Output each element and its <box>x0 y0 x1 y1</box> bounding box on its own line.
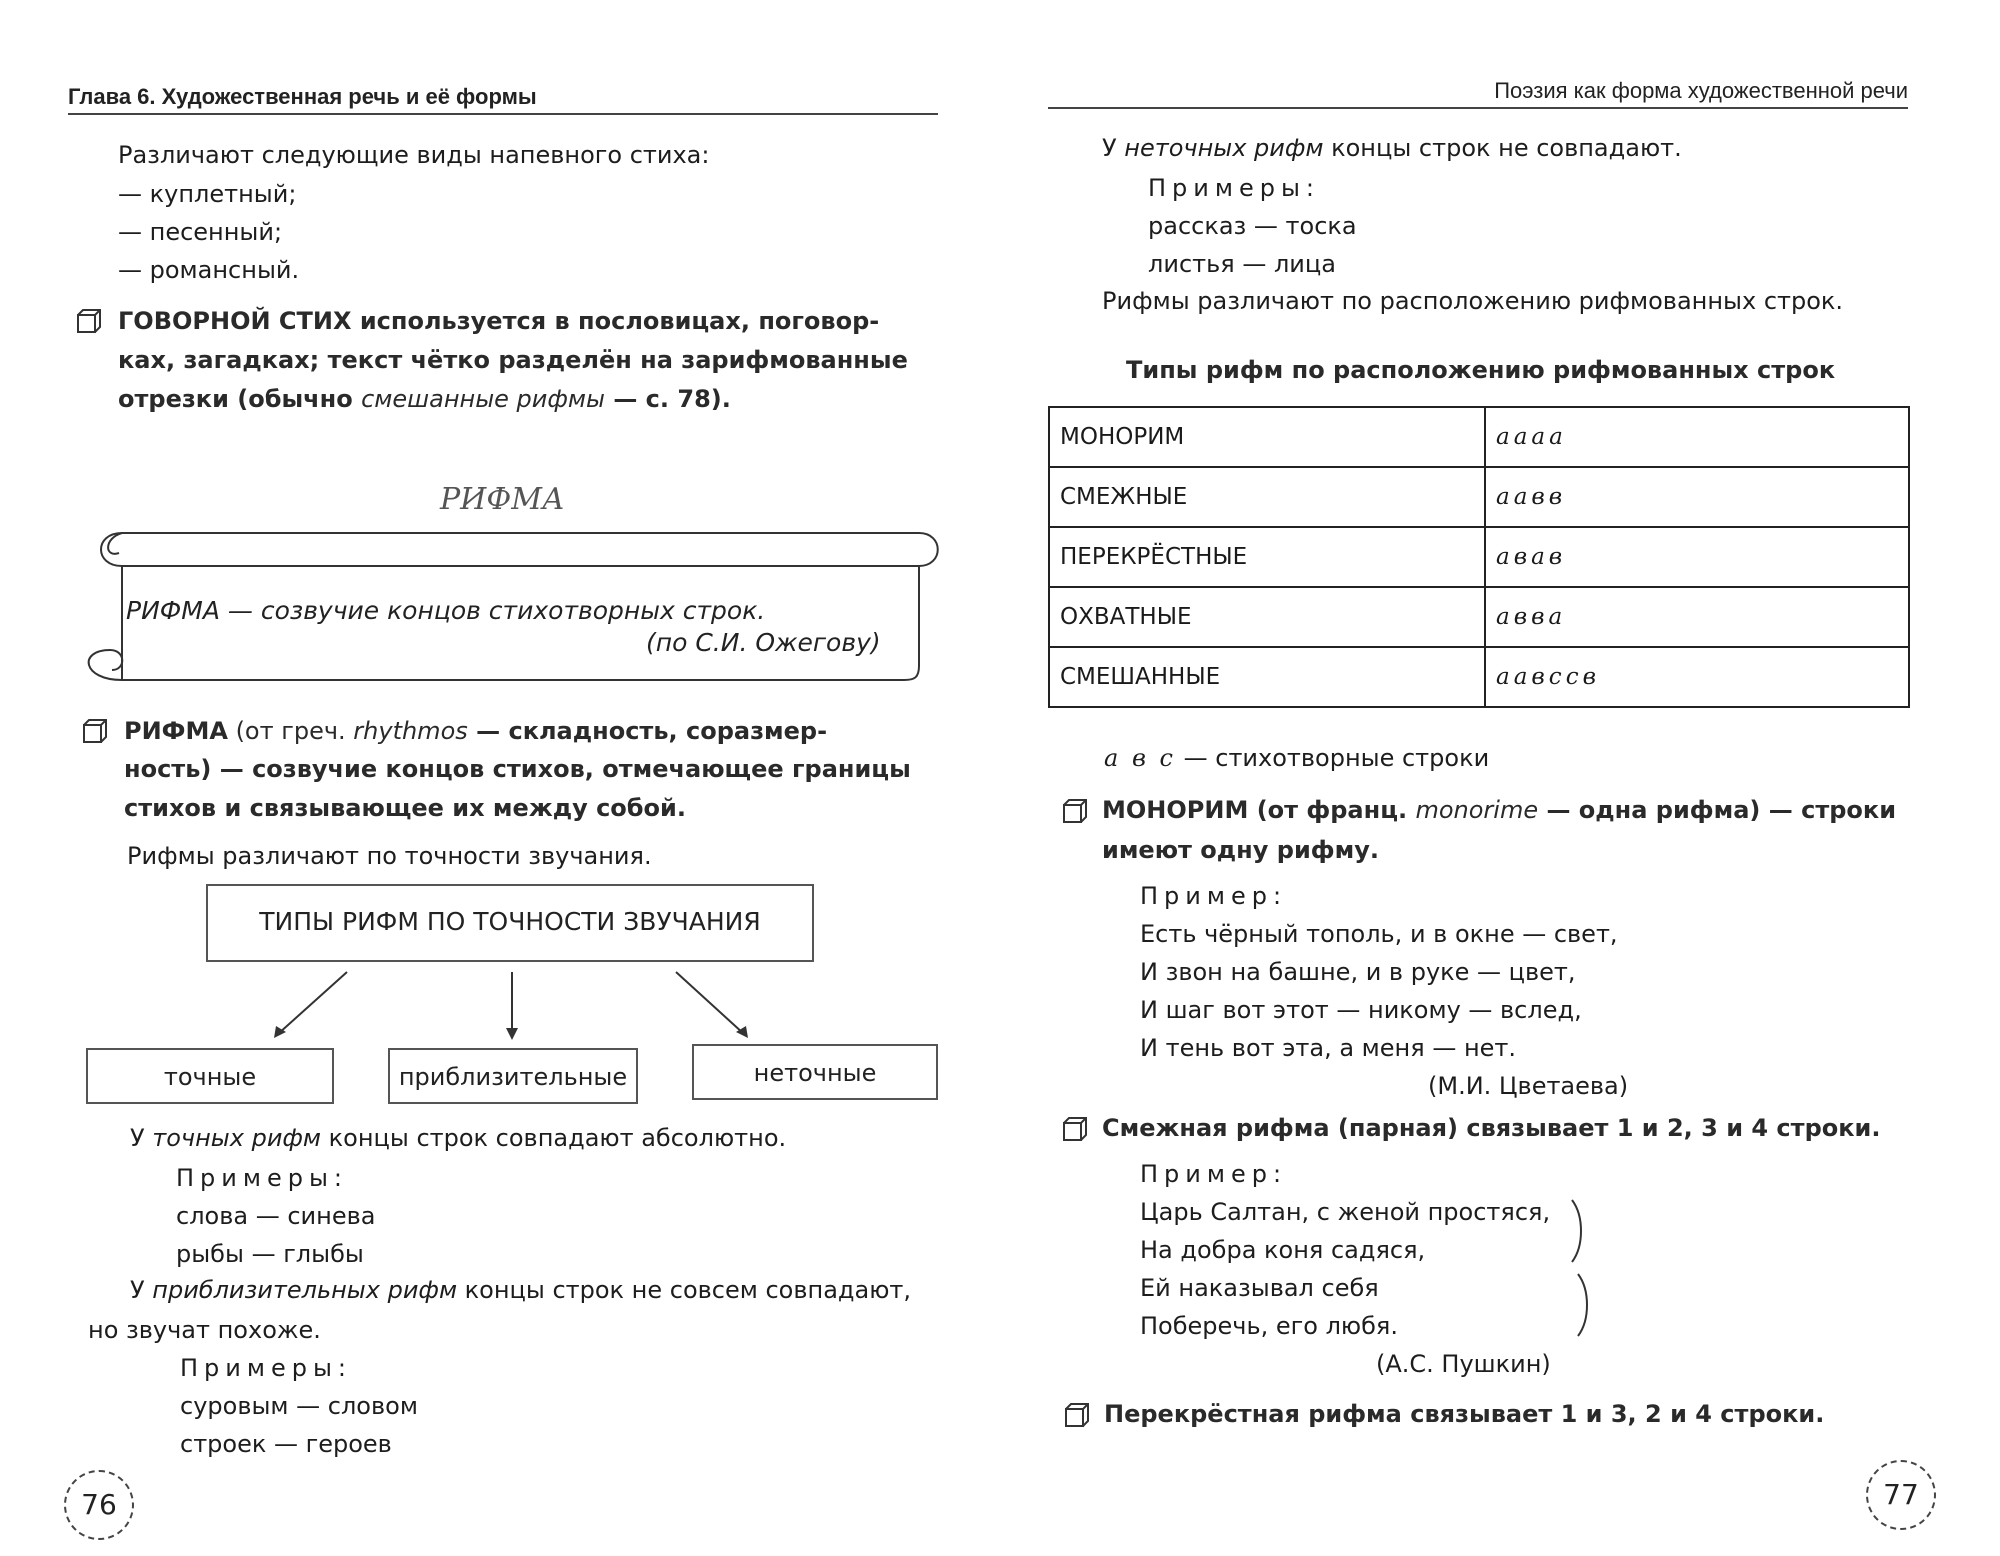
poem-line: Ей наказывал себя <box>1140 1274 1379 1302</box>
list-item: — романсный. <box>118 256 300 284</box>
govornoy-term: ГОВОРНОЙ СТИХ <box>118 307 352 335</box>
table-row <box>1049 587 1909 647</box>
govornoy-text: отрезки (обычно <box>118 385 362 413</box>
header-rule <box>68 113 938 115</box>
approx-rhymes-text-2: но звучат похоже. <box>88 1316 321 1344</box>
rhyme-pattern: авав <box>1485 527 1909 587</box>
rhyme-type-name: СМЕШАННЫЕ <box>1049 647 1485 707</box>
govornoy-line-2: ках, загадках; текст чётко разделён на зарифмованные <box>118 346 908 374</box>
rhyme-type-name: ПЕРЕКРЁСТНЫЕ <box>1049 527 1485 587</box>
example-pair: слова — синева <box>176 1202 376 1230</box>
rhyme-pattern: аавв <box>1485 467 1909 527</box>
example-label: Пример: <box>1140 882 1288 910</box>
govornoy-italic: смешанные рифмы <box>361 385 605 413</box>
poem-author: (М.И. Цветаева) <box>1428 1072 1629 1100</box>
legend-letters: а в с <box>1104 744 1176 772</box>
italic-term: точных рифм <box>152 1124 322 1152</box>
rifma-line-3: стихов и связывающее их между собой. <box>124 794 686 822</box>
table-row <box>1049 647 1909 707</box>
chapter-header: Глава 6. Художественная речь и её формы <box>68 84 537 109</box>
text-fragment: У <box>1102 134 1125 162</box>
section-header: Поэзия как форма художественной речи <box>1494 78 1908 103</box>
cross-rhyme-text: Перекрёстная рифма связывает 1 и 3, 2 и 4 строки. <box>1104 1400 1825 1428</box>
cube-bullet-icon <box>1062 798 1088 824</box>
rifma-term: РИФМА <box>124 717 228 745</box>
table-row <box>1049 467 1909 527</box>
rifma-line-2: ность) — созвучие концов стихов, отмечающее границы <box>124 755 911 783</box>
monorim-line-1 <box>1102 796 1896 824</box>
examples-label: Примеры: <box>176 1164 349 1192</box>
poem-line: Царь Салтан, с женой простяся, <box>1140 1198 1551 1226</box>
text-fragment: У <box>130 1276 153 1304</box>
rhyme-type-box <box>692 1044 938 1100</box>
rifma-text: — складность, соразмер- <box>467 717 828 745</box>
song-verse-intro: Различают следующие виды напевного стиха: <box>118 141 710 169</box>
example-pair: рассказ — тоска <box>1148 212 1357 240</box>
cube-bullet-icon <box>76 308 102 334</box>
rhyme-type-label: неточные <box>753 1059 877 1087</box>
govornoy-line-3 <box>118 385 731 413</box>
precision-intro: Рифмы различают по точности звучания. <box>127 842 652 870</box>
govornoy-text: — с. 78). <box>604 385 731 413</box>
rhyme-type-name: МОНОРИМ <box>1049 407 1485 467</box>
legend-text: — стихотворные строки <box>1175 744 1490 772</box>
rifma-italic: rhythmos <box>353 717 468 745</box>
diagram-title: ТИПЫ РИФМ ПО ТОЧНОСТИ ЗВУЧАНИЯ <box>259 907 761 936</box>
rifma-text: (от греч. <box>227 717 354 745</box>
diagram-title-box <box>206 884 814 962</box>
monorim-text: (от франц. <box>1248 796 1416 824</box>
example-pair: листья — лица <box>1148 250 1336 278</box>
table-row <box>1049 527 1909 587</box>
monorim-line-2: имеют одну рифму. <box>1102 836 1379 864</box>
rhyme-pattern: аааа <box>1485 407 1909 467</box>
text-fragment: концы строк совпадают абсолютно. <box>321 1124 787 1152</box>
text-fragment: концы строк не совпадают. <box>1323 134 1682 162</box>
rhyme-position-table <box>1048 406 1910 708</box>
cube-bullet-icon <box>82 718 108 744</box>
poem-author: (А.С. Пушкин) <box>1376 1350 1551 1378</box>
list-item: — песенный; <box>118 218 283 246</box>
approx-rhymes-text <box>130 1276 911 1304</box>
adjacent-rhyme-text: Смежная рифма (парная) связывает 1 и 2, 3 и 4 строки. <box>1102 1114 1881 1142</box>
table-legend <box>1104 744 1489 772</box>
rifma-line-1 <box>124 717 827 745</box>
poem-line: Поберечь, его любя. <box>1140 1312 1398 1340</box>
govornoy-text: используется в пословицах, поговор- <box>351 307 880 335</box>
cube-bullet-icon <box>1064 1402 1090 1428</box>
right-page <box>1000 0 2000 1556</box>
rhyme-pattern: авва <box>1485 587 1909 647</box>
examples-label: Примеры: <box>1148 174 1321 202</box>
monorim-term: МОНОРИМ <box>1102 796 1249 824</box>
examples-label: Примеры: <box>180 1354 353 1382</box>
example-pair: строек — героев <box>180 1430 392 1458</box>
rhyme-type-box <box>388 1048 638 1104</box>
poem-line: И шаг вот этот — никому — вслед, <box>1140 996 1582 1024</box>
text-fragment: концы строк не совсем совпадают, <box>457 1276 912 1304</box>
page-number: 77 <box>1866 1460 1936 1530</box>
rhyme-type-name: ОХВАТНЫЕ <box>1049 587 1485 647</box>
position-intro: Рифмы различают по расположению рифмованных строк. <box>1102 287 1844 315</box>
table-title: Типы рифм по расположению рифмованных строк <box>1126 356 1836 384</box>
rhyme-pattern: аавссв <box>1485 647 1909 707</box>
poem-line: И тень вот эта, а меня — нет. <box>1140 1034 1517 1062</box>
poem-line: И звон на башне, и в руке — цвет, <box>1140 958 1576 986</box>
rhyme-definition: РИФМА — созвучие концов стихотворных строк. <box>126 596 766 625</box>
rhyme-type-box <box>86 1048 334 1104</box>
list-item: — куплетный; <box>118 180 297 208</box>
text-fragment: У <box>130 1124 153 1152</box>
italic-term: приблизительных рифм <box>152 1276 458 1304</box>
rhyme-brackets <box>1566 1196 1592 1346</box>
govornoy-line-1 <box>118 307 879 335</box>
example-label: Пример: <box>1140 1160 1288 1188</box>
monorim-text: — одна рифма) — строки <box>1538 796 1897 824</box>
table-row <box>1049 407 1909 467</box>
diagram-arrows <box>260 968 760 1044</box>
page-number: 76 <box>64 1470 134 1540</box>
inexact-rhymes-text <box>1102 134 1682 162</box>
monorim-italic: monorime <box>1415 796 1539 824</box>
exact-rhymes-text <box>130 1124 786 1152</box>
rhyme-type-name: СМЕЖНЫЕ <box>1049 467 1485 527</box>
rhyme-type-label: приблизительные <box>398 1063 628 1091</box>
header-rule <box>1048 107 1908 109</box>
example-pair: суровым — словом <box>180 1392 418 1420</box>
cube-bullet-icon <box>1062 1116 1088 1142</box>
definition-source: (по С.И. Ожегову) <box>646 628 881 657</box>
poem-line: Есть чёрный тополь, и в окне — свет, <box>1140 920 1618 948</box>
rhyme-type-label: точные <box>163 1063 257 1091</box>
section-title: РИФМА <box>440 482 565 517</box>
italic-term: неточных рифм <box>1124 134 1324 162</box>
poem-line: На добра коня садяся, <box>1140 1236 1426 1264</box>
example-pair: рыбы — глыбы <box>176 1240 364 1268</box>
